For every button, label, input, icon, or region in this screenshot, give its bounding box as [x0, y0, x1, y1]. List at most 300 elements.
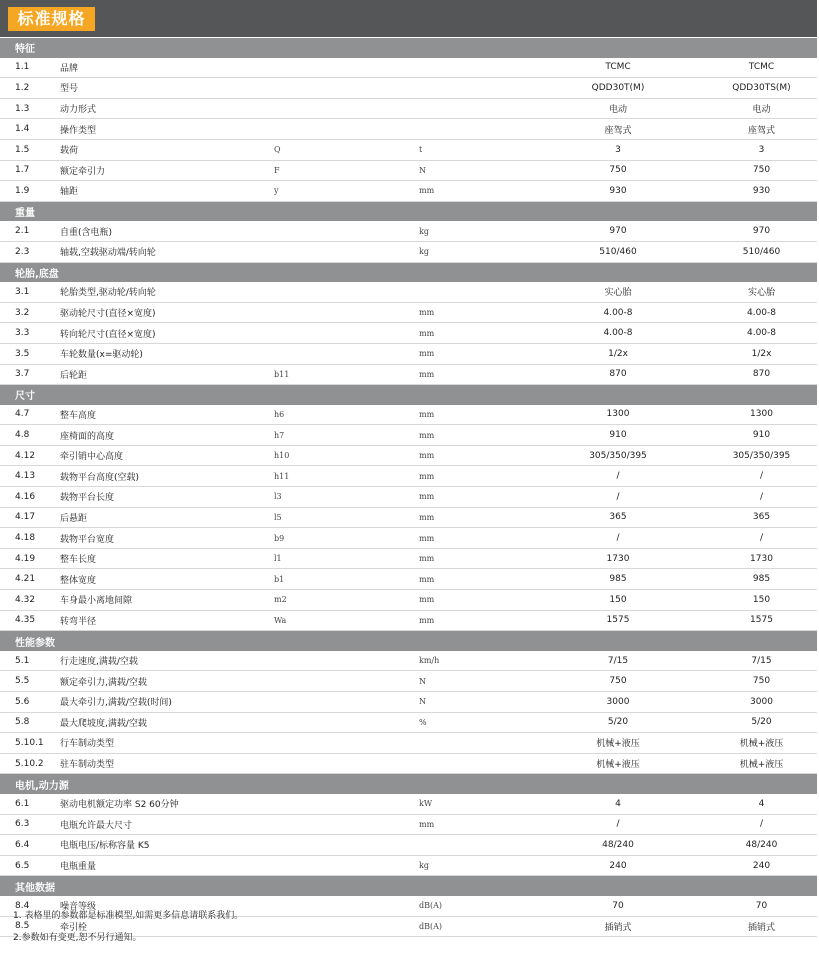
table-row	[0, 712, 817, 733]
value-model-2: 实心胎	[706, 282, 817, 302]
table-row	[0, 835, 817, 856]
table-row	[0, 364, 817, 385]
value-model-2: 座驾式	[706, 119, 817, 140]
spec-code: 6.5	[0, 855, 60, 876]
table-row	[0, 466, 817, 487]
spacer-cell	[242, 835, 274, 856]
value-model-2: /	[706, 466, 817, 487]
spec-label: 自重(含电瓶)	[60, 221, 242, 241]
spec-symbol	[274, 58, 419, 78]
spec-code: 4.32	[0, 590, 60, 611]
section-title: 特征	[0, 38, 817, 58]
spec-symbol: h6	[274, 405, 419, 425]
value-model-1: TCMC	[530, 58, 706, 78]
spec-symbol: l3	[274, 487, 419, 508]
spec-symbol: h11	[274, 466, 419, 487]
note-2: 2.参数如有变更,恕不另行通知。	[13, 933, 142, 943]
value-model-1: 750	[530, 160, 706, 181]
spec-unit: mm	[419, 343, 530, 364]
table-row	[0, 814, 817, 835]
page-title: 标准规格	[8, 7, 95, 31]
spacer-cell	[242, 569, 274, 590]
value-model-1: 插销式	[530, 916, 706, 937]
spec-symbol	[274, 814, 419, 835]
value-model-2: 970	[706, 221, 817, 241]
table-row	[0, 733, 817, 754]
spec-label: 载物平台宽度	[60, 528, 242, 549]
value-model-2: 机械+液压	[706, 733, 817, 754]
value-model-1: 240	[530, 855, 706, 876]
spec-symbol	[274, 753, 419, 774]
spec-label: 转弯半径	[60, 610, 242, 631]
table-row	[0, 445, 817, 466]
spec-label: 行车制动类型	[60, 733, 242, 754]
value-model-2: 3000	[706, 692, 817, 713]
spec-code: 8.4	[0, 896, 60, 916]
spec-label: 转向轮尺寸(直径×宽度)	[60, 323, 242, 344]
spacer-cell	[242, 364, 274, 385]
spacer-cell	[242, 916, 274, 937]
value-model-1: /	[530, 487, 706, 508]
spec-symbol: b11	[274, 364, 419, 385]
spec-symbol	[274, 896, 419, 916]
value-model-1: 150	[530, 590, 706, 611]
value-model-1: QDD30T(M)	[530, 78, 706, 99]
spacer-cell	[242, 139, 274, 160]
spec-label: 驱动电机额定功率 S2 60分钟	[60, 794, 242, 814]
spec-unit: mm	[419, 302, 530, 323]
spacer-cell	[242, 733, 274, 754]
table-row	[0, 221, 817, 241]
spec-symbol	[274, 671, 419, 692]
section-title: 其他数据	[0, 876, 817, 896]
spec-code: 1.5	[0, 139, 60, 160]
spacer-cell	[242, 794, 274, 814]
table-row	[0, 753, 817, 774]
spacer-cell	[242, 814, 274, 835]
spec-unit	[419, 282, 530, 302]
value-model-1: 305/350/395	[530, 445, 706, 466]
value-model-2: 5/20	[706, 712, 817, 733]
value-model-1: 3	[530, 139, 706, 160]
spec-unit: mm	[419, 507, 530, 528]
spec-label: 最大牵引力,满载/空载(时间)	[60, 692, 242, 713]
spec-label: 额定牵引力,满载/空载	[60, 671, 242, 692]
spec-label: 轴载,空载驱动端/转向轮	[60, 241, 242, 262]
value-model-2: QDD30TS(M)	[706, 78, 817, 99]
spacer-cell	[242, 323, 274, 344]
spec-unit: mm	[419, 181, 530, 202]
value-model-2: 插销式	[706, 916, 817, 937]
spec-unit	[419, 835, 530, 856]
value-model-2: 910	[706, 425, 817, 446]
spec-unit: mm	[419, 814, 530, 835]
spec-unit: kg	[419, 221, 530, 241]
value-model-1: 4	[530, 794, 706, 814]
spec-symbol: b9	[274, 528, 419, 549]
spec-symbol: y	[274, 181, 419, 202]
spec-unit	[419, 753, 530, 774]
spec-symbol	[274, 733, 419, 754]
spec-symbol	[274, 302, 419, 323]
spacer-cell	[242, 896, 274, 916]
spec-unit: mm	[419, 610, 530, 631]
spec-label: 驱动轮尺寸(直径×宽度)	[60, 302, 242, 323]
spacer-cell	[242, 590, 274, 611]
section-header	[0, 631, 817, 651]
value-model-2: 985	[706, 569, 817, 590]
spec-label: 驻车制动类型	[60, 753, 242, 774]
value-model-2: 70	[706, 896, 817, 916]
spacer-cell	[242, 405, 274, 425]
value-model-1: 座驾式	[530, 119, 706, 140]
spec-label: 型号	[60, 78, 242, 99]
table-row	[0, 569, 817, 590]
spacer-cell	[242, 487, 274, 508]
table-row	[0, 98, 817, 119]
table-row	[0, 241, 817, 262]
spec-unit: mm	[419, 569, 530, 590]
value-model-1: 4.00-8	[530, 302, 706, 323]
spec-code: 6.1	[0, 794, 60, 814]
value-model-2: 4.00-8	[706, 323, 817, 344]
spacer-cell	[242, 610, 274, 631]
spec-code: 1.3	[0, 98, 60, 119]
spec-symbol	[274, 282, 419, 302]
spacer-cell	[242, 651, 274, 671]
spec-symbol: l5	[274, 507, 419, 528]
spec-symbol	[274, 119, 419, 140]
value-model-1: 48/240	[530, 835, 706, 856]
spec-label: 车轮数量(x=驱动轮)	[60, 343, 242, 364]
value-model-1: 电动	[530, 98, 706, 119]
spec-code: 4.8	[0, 425, 60, 446]
spacer-cell	[242, 221, 274, 241]
spec-label: 整体宽度	[60, 569, 242, 590]
value-model-2: /	[706, 528, 817, 549]
value-model-1: 7/15	[530, 651, 706, 671]
value-model-1: 1/2x	[530, 343, 706, 364]
spec-code: 1.4	[0, 119, 60, 140]
value-model-2: 机械+液压	[706, 753, 817, 774]
spec-unit: N	[419, 692, 530, 713]
spec-label: 载物平台长度	[60, 487, 242, 508]
value-model-1: 实心胎	[530, 282, 706, 302]
spacer-cell	[242, 425, 274, 446]
spacer-cell	[242, 78, 274, 99]
spec-code: 2.3	[0, 241, 60, 262]
value-model-2: 1730	[706, 548, 817, 569]
spacer-cell	[242, 302, 274, 323]
spec-label: 载物平台高度(空载)	[60, 466, 242, 487]
table-row	[0, 323, 817, 344]
value-model-2: 4	[706, 794, 817, 814]
value-model-1: 机械+液压	[530, 753, 706, 774]
table-row	[0, 548, 817, 569]
spec-label: 操作类型	[60, 119, 242, 140]
spec-code: 3.1	[0, 282, 60, 302]
value-model-2: 1300	[706, 405, 817, 425]
table-row	[0, 405, 817, 425]
spec-code: 4.21	[0, 569, 60, 590]
spec-unit: mm	[419, 405, 530, 425]
section-title: 轮胎,底盘	[0, 262, 817, 282]
section-header	[0, 774, 817, 794]
spec-code: 1.1	[0, 58, 60, 78]
spec-unit: %	[419, 712, 530, 733]
spacer-cell	[242, 119, 274, 140]
spec-unit: mm	[419, 445, 530, 466]
value-model-2: 750	[706, 671, 817, 692]
spec-symbol: l1	[274, 548, 419, 569]
spec-unit	[419, 119, 530, 140]
spacer-cell	[242, 753, 274, 774]
spacer-cell	[242, 466, 274, 487]
spacer-cell	[242, 282, 274, 302]
section-header	[0, 38, 817, 58]
spec-label: 牵引销中心高度	[60, 445, 242, 466]
spec-code: 4.17	[0, 507, 60, 528]
value-model-1: 1730	[530, 548, 706, 569]
value-model-2: 1575	[706, 610, 817, 631]
spec-symbol: F	[274, 160, 419, 181]
value-model-1: /	[530, 814, 706, 835]
section-header	[0, 876, 817, 896]
spec-unit	[419, 733, 530, 754]
spec-code: 2.1	[0, 221, 60, 241]
header-bar	[0, 0, 817, 37]
spec-symbol	[274, 835, 419, 856]
spec-code: 5.10.2	[0, 753, 60, 774]
value-model-1: 930	[530, 181, 706, 202]
spec-label: 座椅面的高度	[60, 425, 242, 446]
spec-unit: N	[419, 671, 530, 692]
spec-label: 电瓶重量	[60, 855, 242, 876]
spec-code: 3.3	[0, 323, 60, 344]
value-model-1: 870	[530, 364, 706, 385]
spec-code: 4.13	[0, 466, 60, 487]
spec-symbol	[274, 712, 419, 733]
spacer-cell	[242, 160, 274, 181]
spec-unit: t	[419, 139, 530, 160]
spec-symbol: h10	[274, 445, 419, 466]
spec-unit	[419, 58, 530, 78]
value-model-2: 电动	[706, 98, 817, 119]
value-model-1: 750	[530, 671, 706, 692]
spec-code: 3.5	[0, 343, 60, 364]
spec-symbol	[274, 221, 419, 241]
spec-unit: mm	[419, 466, 530, 487]
spec-code: 1.2	[0, 78, 60, 99]
section-title: 尺寸	[0, 385, 817, 405]
spec-symbol: b1	[274, 569, 419, 590]
note-1: 1. 表格里的参数都是标准模型,如需更多信息请联系我们。	[13, 911, 244, 921]
table-row	[0, 507, 817, 528]
spacer-cell	[242, 712, 274, 733]
spec-code: 8.5	[0, 916, 60, 937]
spec-unit: mm	[419, 364, 530, 385]
spacer-cell	[242, 507, 274, 528]
value-model-2: 240	[706, 855, 817, 876]
spec-code: 4.12	[0, 445, 60, 466]
spec-unit: dB(A)	[419, 916, 530, 937]
value-model-2: 3	[706, 139, 817, 160]
value-model-1: 70	[530, 896, 706, 916]
spec-code: 5.5	[0, 671, 60, 692]
value-model-2: 870	[706, 364, 817, 385]
value-model-2: 930	[706, 181, 817, 202]
spec-unit: kW	[419, 794, 530, 814]
spec-code: 4.35	[0, 610, 60, 631]
spec-label: 品牌	[60, 58, 242, 78]
value-model-2: 7/15	[706, 651, 817, 671]
spec-code: 6.3	[0, 814, 60, 835]
spec-label: 动力形式	[60, 98, 242, 119]
spec-code: 1.9	[0, 181, 60, 202]
spacer-cell	[242, 241, 274, 262]
spec-code: 4.16	[0, 487, 60, 508]
spec-label: 电瓶允许最大尺寸	[60, 814, 242, 835]
spec-symbol	[274, 855, 419, 876]
spacer-cell	[242, 58, 274, 78]
spec-unit: mm	[419, 487, 530, 508]
spec-unit: kg	[419, 855, 530, 876]
table-row	[0, 590, 817, 611]
spacer-cell	[242, 671, 274, 692]
spec-label: 额定牵引力	[60, 160, 242, 181]
table-row	[0, 139, 817, 160]
table-row	[0, 160, 817, 181]
spec-code: 5.10.1	[0, 733, 60, 754]
section-title: 电机,动力源	[0, 774, 817, 794]
spec-symbol: m2	[274, 590, 419, 611]
spec-code: 4.18	[0, 528, 60, 549]
spec-code: 4.7	[0, 405, 60, 425]
spec-table	[0, 38, 817, 937]
spec-code: 1.7	[0, 160, 60, 181]
spec-label: 牵引栓	[60, 916, 242, 937]
spec-label: 行走速度,满载/空载	[60, 651, 242, 671]
table-row	[0, 58, 817, 78]
spec-symbol	[274, 692, 419, 713]
spec-label: 最大爬坡度,满载/空载	[60, 712, 242, 733]
spacer-cell	[242, 98, 274, 119]
value-model-1: 机械+液压	[530, 733, 706, 754]
value-model-2: 150	[706, 590, 817, 611]
table-row	[0, 855, 817, 876]
spec-label: 后轮距	[60, 364, 242, 385]
value-model-1: /	[530, 528, 706, 549]
spec-unit: km/h	[419, 651, 530, 671]
spec-unit: N	[419, 160, 530, 181]
section-header	[0, 385, 817, 405]
spec-label: 电瓶电压/标称容量 K5	[60, 835, 242, 856]
spec-label: 整车高度	[60, 405, 242, 425]
spec-symbol	[274, 651, 419, 671]
value-model-2: 510/460	[706, 241, 817, 262]
spec-symbol	[274, 916, 419, 937]
spec-unit: mm	[419, 528, 530, 549]
spec-code: 5.1	[0, 651, 60, 671]
table-row	[0, 610, 817, 631]
spec-symbol	[274, 98, 419, 119]
value-model-1: 4.00-8	[530, 323, 706, 344]
spec-unit: mm	[419, 590, 530, 611]
spec-unit: dB(A)	[419, 896, 530, 916]
spacer-cell	[242, 445, 274, 466]
spec-code: 4.19	[0, 548, 60, 569]
value-model-1: 3000	[530, 692, 706, 713]
value-model-2: 48/240	[706, 835, 817, 856]
table-row	[0, 671, 817, 692]
spec-label: 车身最小离地间隙	[60, 590, 242, 611]
table-row	[0, 282, 817, 302]
spec-code: 3.2	[0, 302, 60, 323]
value-model-2: 4.00-8	[706, 302, 817, 323]
spec-label: 噪音等级	[60, 896, 242, 916]
spacer-cell	[242, 343, 274, 364]
spec-label: 后悬距	[60, 507, 242, 528]
spec-symbol	[274, 323, 419, 344]
spec-code: 5.8	[0, 712, 60, 733]
table-row	[0, 425, 817, 446]
spec-symbol: h7	[274, 425, 419, 446]
value-model-2: /	[706, 814, 817, 835]
value-model-2: 365	[706, 507, 817, 528]
spec-code: 3.7	[0, 364, 60, 385]
value-model-1: 365	[530, 507, 706, 528]
table-row	[0, 343, 817, 364]
spec-unit: mm	[419, 323, 530, 344]
table-row	[0, 692, 817, 713]
spec-label: 载荷	[60, 139, 242, 160]
section-header	[0, 262, 817, 282]
spec-unit: mm	[419, 548, 530, 569]
table-row	[0, 181, 817, 202]
value-model-1: /	[530, 466, 706, 487]
spacer-cell	[242, 528, 274, 549]
notes	[13, 910, 243, 954]
table-row	[0, 651, 817, 671]
section-header	[0, 201, 817, 221]
spec-label: 整车长度	[60, 548, 242, 569]
section-title: 性能参数	[0, 631, 817, 651]
spacer-cell	[242, 181, 274, 202]
spec-label: 轮胎类型,驱动轮/转向轮	[60, 282, 242, 302]
value-model-1: 910	[530, 425, 706, 446]
spec-code: 6.4	[0, 835, 60, 856]
spec-unit: mm	[419, 425, 530, 446]
spec-code: 5.6	[0, 692, 60, 713]
value-model-1: 970	[530, 221, 706, 241]
value-model-2: 750	[706, 160, 817, 181]
spec-label: 轴距	[60, 181, 242, 202]
section-title: 重量	[0, 201, 817, 221]
table-row	[0, 528, 817, 549]
table-row	[0, 78, 817, 99]
spacer-cell	[242, 548, 274, 569]
spec-symbol	[274, 78, 419, 99]
value-model-2: /	[706, 487, 817, 508]
value-model-1: 510/460	[530, 241, 706, 262]
value-model-1: 985	[530, 569, 706, 590]
value-model-2: TCMC	[706, 58, 817, 78]
spacer-cell	[242, 692, 274, 713]
spec-symbol: Q	[274, 139, 419, 160]
spacer-cell	[242, 855, 274, 876]
value-model-2: 305/350/395	[706, 445, 817, 466]
spec-unit	[419, 78, 530, 99]
